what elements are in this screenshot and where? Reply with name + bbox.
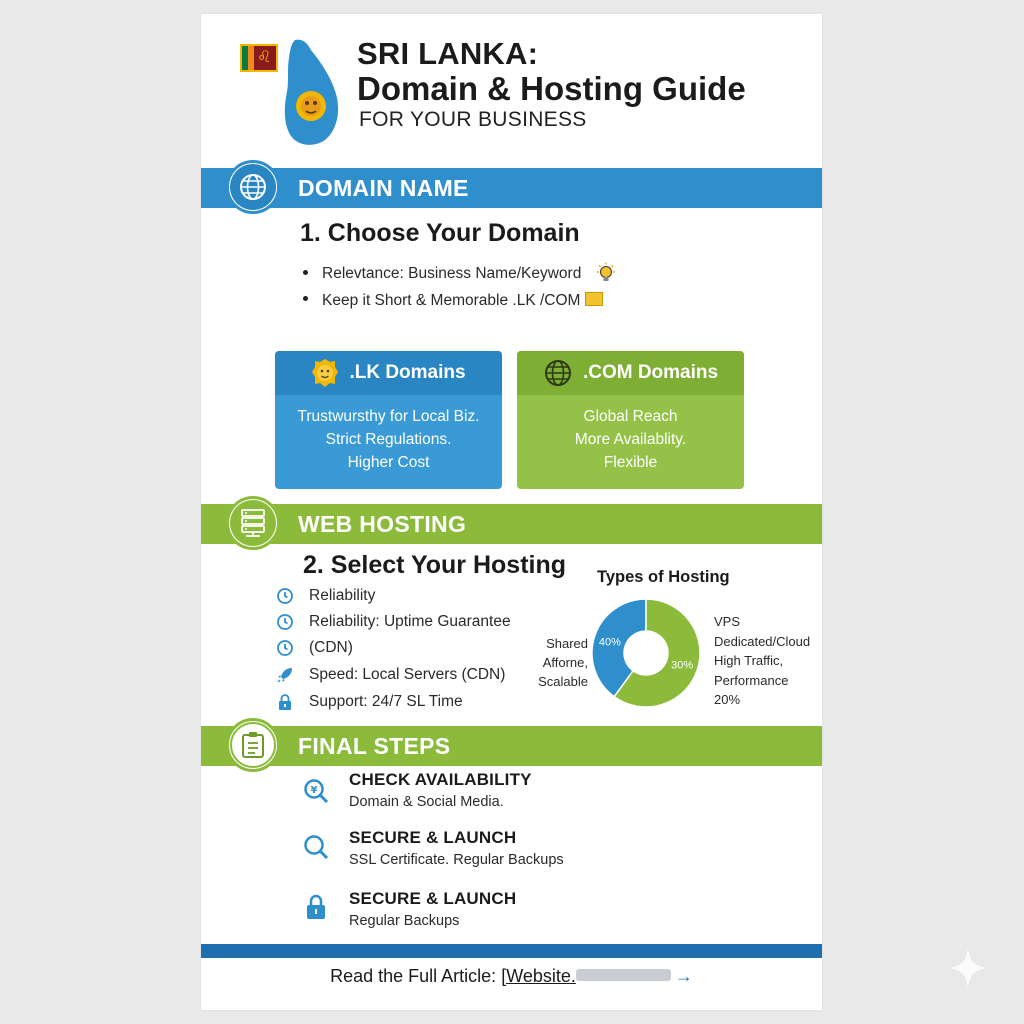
chart-title: Types of Hosting xyxy=(597,568,730,586)
rocket-icon xyxy=(275,665,295,685)
sparkle-icon xyxy=(944,944,992,992)
search-magnifier-icon xyxy=(301,776,331,806)
hosting-item-4: Speed: Local Servers (CDN) xyxy=(309,666,505,684)
final-step-1: CHECK AVAILABILITY Domain & Social Media. xyxy=(349,770,532,810)
clock-icon xyxy=(275,612,295,632)
lion-icon xyxy=(311,358,339,388)
arrow-right-icon: → xyxy=(674,966,693,986)
page-title-line2: Domain & Hosting Guide xyxy=(357,70,746,107)
search-icon xyxy=(301,832,331,862)
select-hosting-heading: 2. Select Your Hosting xyxy=(303,551,567,579)
final-step-2: SECURE & LAUNCH SSL Certificate. Regular Backups xyxy=(349,828,564,868)
lock-icon xyxy=(275,692,295,712)
domain-bullet-2: Keep it Short & Memorable .LK /COM xyxy=(303,292,603,310)
lock-icon xyxy=(301,892,331,922)
server-badge xyxy=(226,496,280,550)
pie-slice-label-1: 40% xyxy=(598,636,621,649)
sri-lanka-map-icon xyxy=(281,36,341,148)
hosting-item-3: (CDN) xyxy=(309,639,353,657)
com-domains-header: .COM Domains xyxy=(517,351,744,395)
final-steps-band-label: FINAL STEPS xyxy=(298,733,451,759)
hosting-item-5: Support: 24/7 SL Time xyxy=(309,693,463,711)
blurred-url xyxy=(576,969,671,981)
hosting-item-2: Reliability: Uptime Guarantee xyxy=(309,613,511,631)
globe-icon xyxy=(238,172,268,202)
pie-left-annotation: Shared Afforne, Scalable xyxy=(538,636,588,689)
choose-domain-heading: 1. Choose Your Domain xyxy=(300,219,580,247)
clock-icon xyxy=(275,638,295,658)
sri-lanka-flag-icon: ♌ xyxy=(240,44,278,72)
lk-domains-header: .LK Domains xyxy=(275,351,502,395)
server-icon xyxy=(240,508,266,538)
lightbulb-icon xyxy=(594,262,618,286)
lk-domains-card: .LK Domains Trustwursthy for Local Biz. Strict Regulations. Higher Cost xyxy=(275,351,502,489)
final-steps-band xyxy=(201,726,822,766)
svg-text:¥: ¥ xyxy=(310,785,318,796)
checklist-badge xyxy=(226,718,280,772)
domain-name-band xyxy=(201,168,822,208)
website-link[interactable]: [Website. xyxy=(501,966,671,986)
pie-right-annotation: VPS Dedicated/Cloud High Traffic, Performance 20% xyxy=(714,614,811,707)
clipboard-icon xyxy=(241,731,265,759)
footer-bar xyxy=(201,944,822,958)
web-hosting-band-label: WEB HOSTING xyxy=(298,511,467,537)
clock-icon xyxy=(275,586,295,606)
folder-icon xyxy=(585,292,603,306)
globe-icon xyxy=(543,358,573,388)
page-title-line1: SRI LANKA: xyxy=(357,36,539,71)
pie-slice-label-2: 30% xyxy=(671,659,694,672)
web-hosting-band xyxy=(201,504,822,544)
com-domains-card: .COM Domains Global Reach More Availablity. Flexible xyxy=(517,351,744,489)
infographic-card xyxy=(201,14,822,1010)
globe-badge xyxy=(226,160,280,214)
domain-bullet-1: Relevtance: Business Name/Keyword xyxy=(303,262,618,286)
footer-link[interactable]: Read the Full Article: [Website. → xyxy=(330,966,693,986)
final-step-3: SECURE & LAUNCH Regular Backups xyxy=(349,889,517,929)
hosting-pie-chart xyxy=(591,598,701,708)
hosting-item-1: Reliability xyxy=(309,587,375,605)
page-subtitle: FOR YOUR BUSINESS xyxy=(359,108,587,131)
domain-name-band-label: DOMAIN NAME xyxy=(298,175,469,201)
